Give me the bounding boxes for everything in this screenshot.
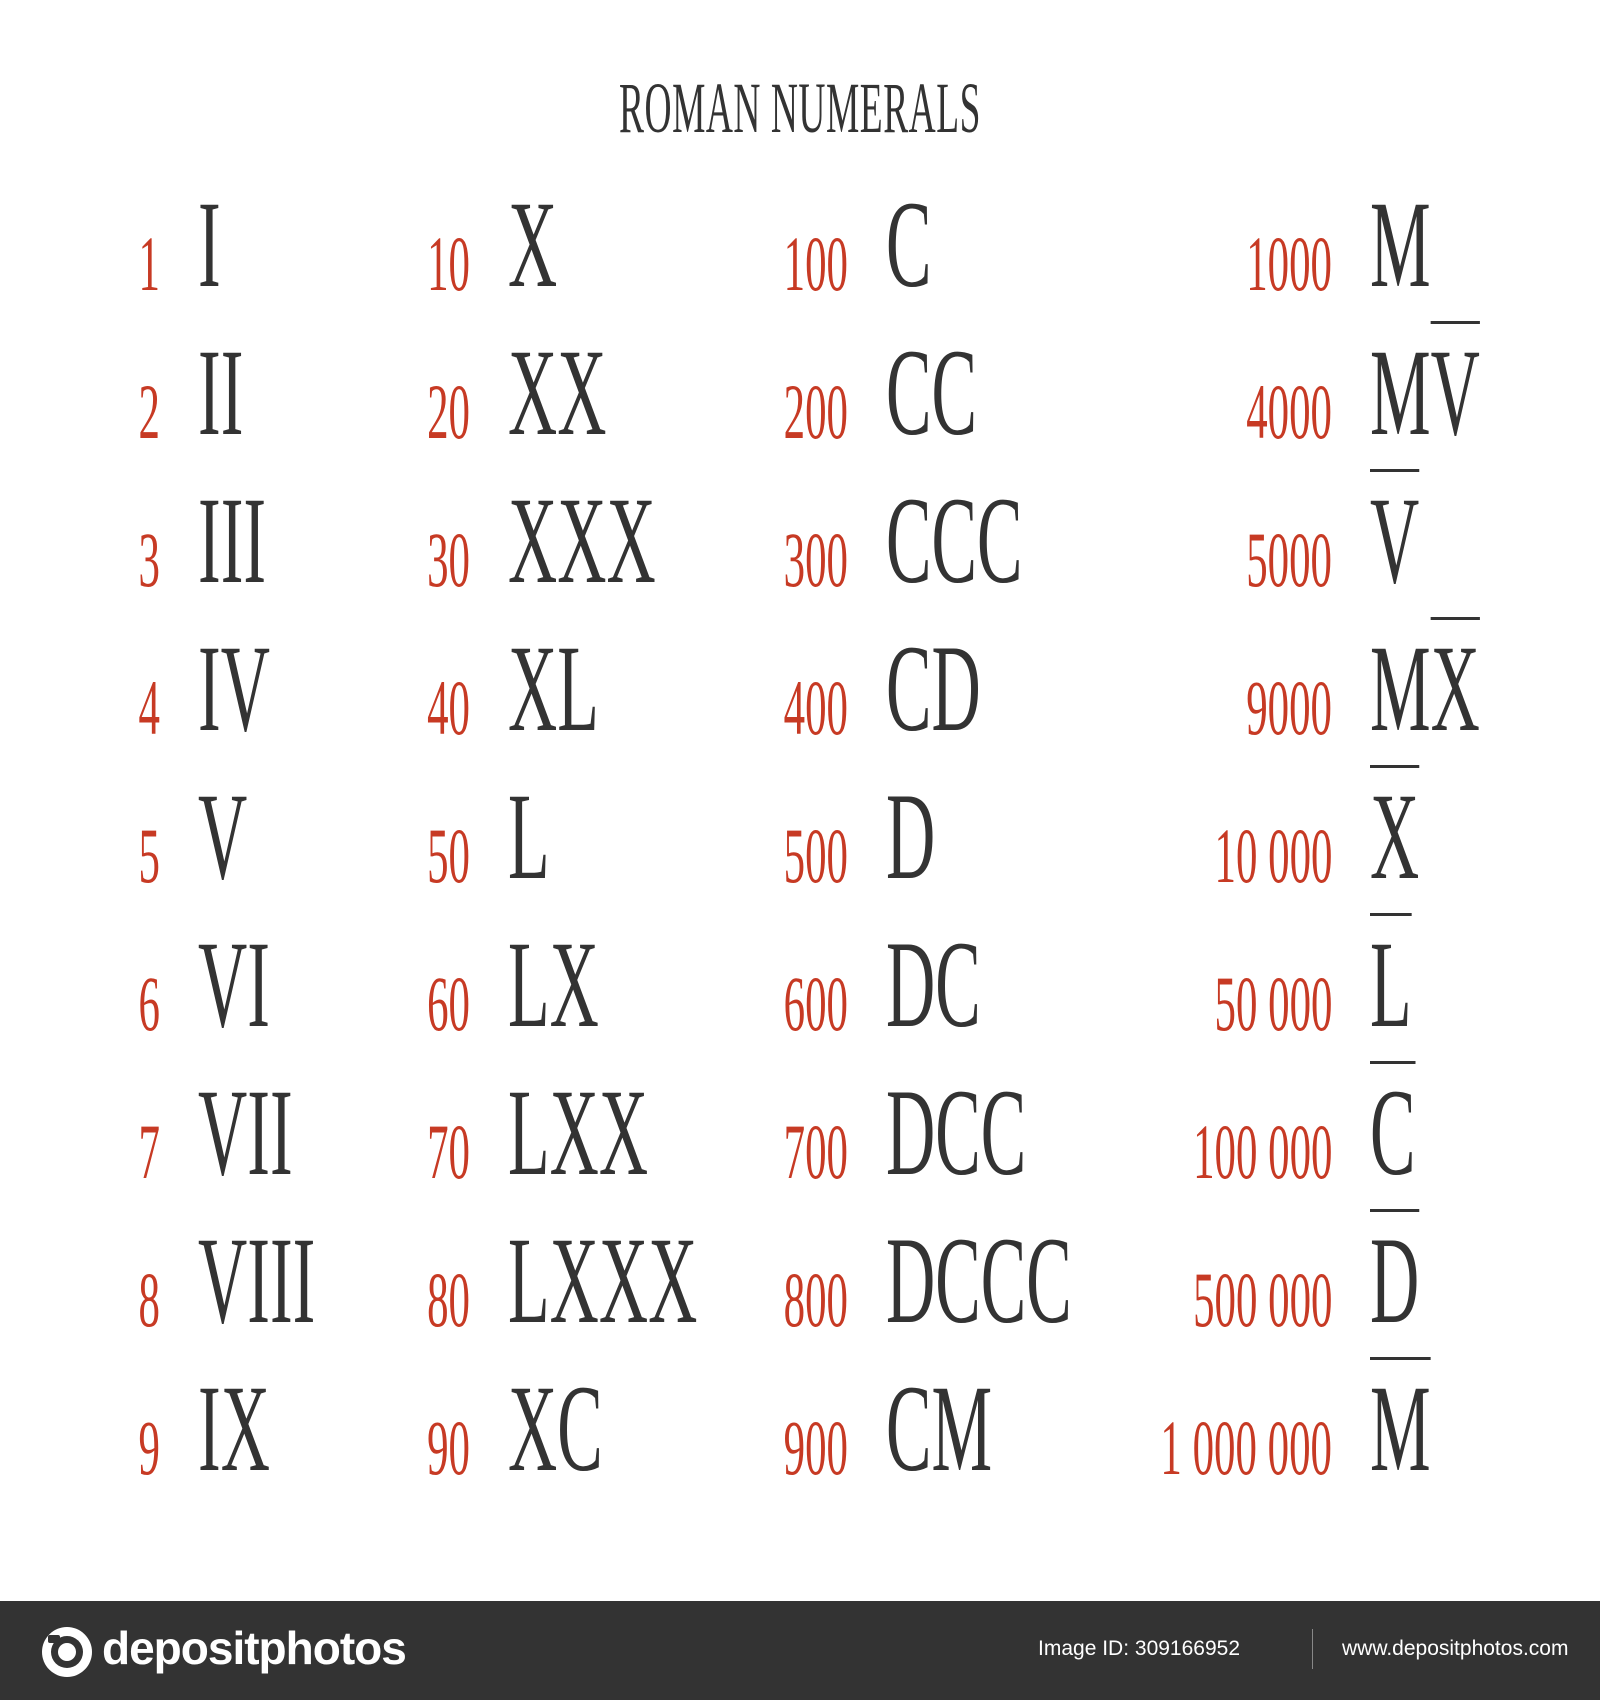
roman-numeral: [1370, 472, 1420, 609]
brand-name: depositphotos: [102, 1622, 406, 1674]
roman-numeral-plain: CC: [886, 324, 977, 461]
table-row: [0, 768, 1600, 907]
arabic-number: 500: [783, 812, 848, 899]
table-row: [0, 472, 1600, 611]
roman-numeral-plain: C: [886, 176, 932, 313]
table-row: [0, 1360, 1600, 1499]
camera-logo-icon: [40, 1625, 94, 1679]
roman-numeral: [1370, 1360, 1431, 1497]
table-row: [0, 1064, 1600, 1203]
roman-numeral-overlined: $\overline{X}$: [1370, 768, 1420, 905]
roman-numeral-plain: I: [198, 176, 221, 313]
table-row: [0, 620, 1600, 759]
roman-numeral-plain: D: [886, 768, 936, 905]
arabic-number: 90: [427, 1404, 470, 1491]
arabic-number: 8: [138, 1256, 160, 1343]
arabic-number: 20: [427, 368, 470, 455]
roman-numeral-overlined: $\overline{L}$: [1370, 916, 1412, 1053]
roman-numeral: [1370, 1064, 1416, 1201]
image-id: Image ID: 309166952: [1038, 1637, 1240, 1660]
roman-numeral-plain: VI: [198, 916, 270, 1053]
roman-numeral-plain: XXX: [508, 472, 656, 609]
arabic-number: 10: [427, 220, 470, 307]
arabic-number: 600: [783, 960, 848, 1047]
roman-numeral-overlined: $\overline{V}$: [1430, 324, 1480, 461]
arabic-number: 5000: [1246, 516, 1332, 603]
arabic-number: 60: [427, 960, 470, 1047]
arabic-number: 100: [783, 220, 848, 307]
table-row: [0, 916, 1600, 1055]
table-row: [0, 176, 1600, 315]
site-url: www.depositphotos.com: [1342, 1637, 1569, 1660]
arabic-number: 400: [783, 664, 848, 751]
roman-numeral-overlined: $\overline{V}$: [1370, 472, 1420, 609]
arabic-number: 100 000: [1192, 1108, 1332, 1195]
arabic-number: 900: [783, 1404, 848, 1491]
roman-numeral-plain: LXX: [508, 1064, 649, 1201]
roman-numeral-overlined: $\overline{X}$: [1430, 620, 1480, 757]
footer-divider: [1312, 1629, 1313, 1669]
arabic-number: 40: [427, 664, 470, 751]
arabic-number: 2: [138, 368, 160, 455]
roman-numeral-plain: M: [1370, 620, 1431, 757]
roman-numeral-plain: DC: [886, 916, 981, 1053]
arabic-number: 50 000: [1214, 960, 1332, 1047]
roman-numeral-plain: VIII: [198, 1212, 316, 1349]
numerals-table: [0, 176, 1600, 1535]
roman-numeral: [1370, 176, 1431, 313]
arabic-number: 4: [138, 664, 160, 751]
roman-numeral-plain: XX: [508, 324, 607, 461]
roman-numeral-plain: II: [198, 324, 244, 461]
arabic-number: 1: [138, 220, 160, 307]
roman-numeral-plain: L: [508, 768, 550, 905]
arabic-number: 50: [427, 812, 470, 899]
table-row: [0, 1212, 1600, 1351]
arabic-number: 4000: [1246, 368, 1332, 455]
arabic-number: 800: [783, 1256, 848, 1343]
table-row: [0, 324, 1600, 463]
arabic-number: 80: [427, 1256, 470, 1343]
arabic-number: 500 000: [1192, 1256, 1332, 1343]
arabic-number: 300: [783, 516, 848, 603]
roman-numeral-plain: III: [198, 472, 267, 609]
roman-numeral-plain: VII: [198, 1064, 293, 1201]
roman-numeral: [1370, 324, 1480, 461]
roman-numeral-plain: XC: [508, 1360, 603, 1497]
roman-numeral: [1370, 768, 1420, 905]
roman-numeral-plain: CD: [886, 620, 981, 757]
roman-numeral-plain: M: [1370, 324, 1431, 461]
roman-numeral: [1370, 1212, 1420, 1349]
arabic-number: 9000: [1246, 664, 1332, 751]
arabic-number: 3: [138, 516, 160, 603]
page-title: ROMAN NUMERALS: [619, 68, 981, 148]
roman-numeral-plain: DCC: [886, 1064, 1027, 1201]
roman-numeral-plain: CCC: [886, 472, 1023, 609]
arabic-number: 6: [138, 960, 160, 1047]
roman-numeral-plain: LX: [508, 916, 599, 1053]
roman-numeral-overlined: $\overline{D}$: [1370, 1212, 1420, 1349]
arabic-number: 700: [783, 1108, 848, 1195]
arabic-number: 1 000 000: [1160, 1404, 1332, 1491]
arabic-number: 200: [783, 368, 848, 455]
roman-numeral-plain: M: [1370, 176, 1431, 313]
arabic-number: 70: [427, 1108, 470, 1195]
footer-bar: [0, 1601, 1600, 1700]
roman-numeral: [1370, 916, 1412, 1053]
arabic-number: 9: [138, 1404, 160, 1491]
roman-numeral-overlined: $\overline{M}$: [1370, 1360, 1431, 1497]
roman-numeral-plain: DCCC: [886, 1212, 1072, 1349]
roman-numeral-plain: CM: [886, 1360, 993, 1497]
roman-numeral-plain: IV: [198, 620, 270, 757]
arabic-number: 7: [138, 1108, 160, 1195]
roman-numeral-plain: V: [198, 768, 248, 905]
arabic-number: 10 000: [1214, 812, 1332, 899]
arabic-number: 5: [138, 812, 160, 899]
roman-numeral-plain: IX: [198, 1360, 270, 1497]
roman-numeral-overlined: $\overline{C}$: [1370, 1064, 1416, 1201]
roman-numeral-plain: LXXX: [508, 1212, 698, 1349]
arabic-number: 1000: [1246, 220, 1332, 307]
roman-numeral: [1370, 620, 1480, 757]
roman-numeral-plain: XL: [508, 620, 599, 757]
arabic-number: 30: [427, 516, 470, 603]
roman-numeral-plain: X: [508, 176, 558, 313]
